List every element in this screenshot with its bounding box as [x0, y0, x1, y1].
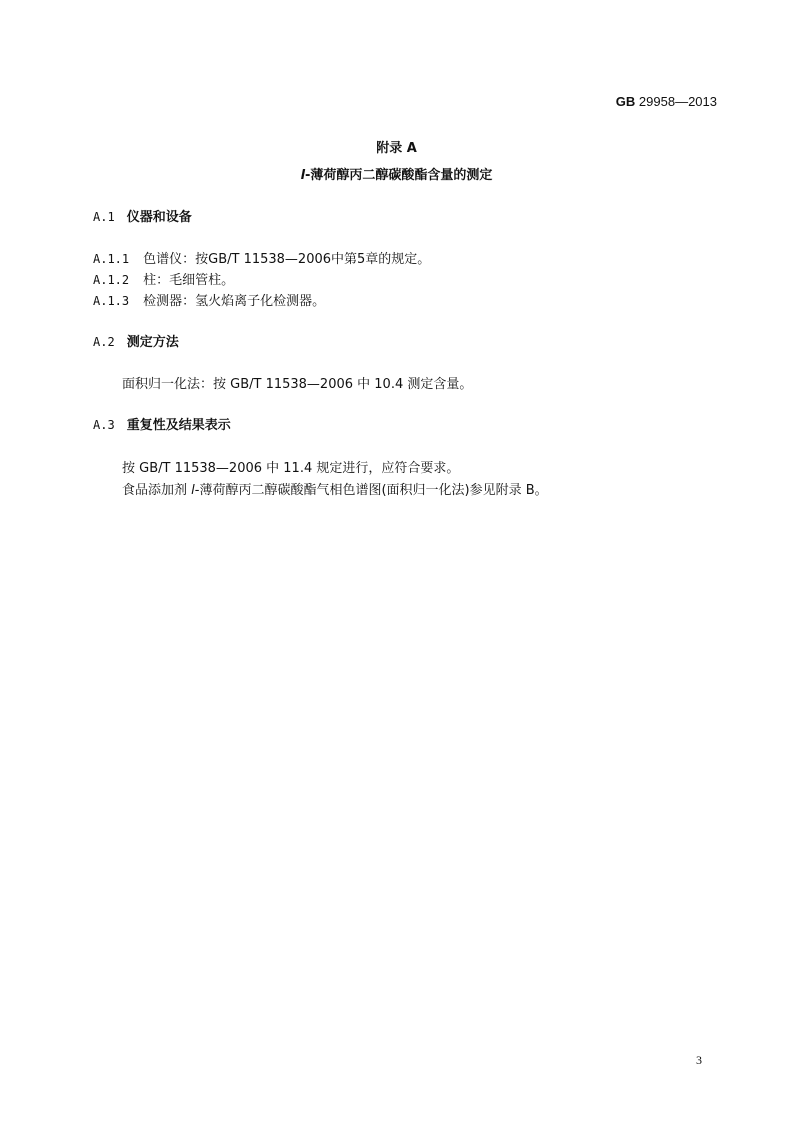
standard-code [616, 94, 717, 109]
section-heading-a1 [93, 206, 192, 225]
paragraph-text: -薄荷醇丙二醇碳酸酯气相色谱图(面积归一化法)参见附录 B。 [194, 483, 548, 498]
section-heading-a2 [93, 331, 179, 350]
appendix-title-rest: -薄荷醇丙二醇碳酸酯含量的测定 [305, 168, 493, 183]
subsection-number: A.1.2 [93, 273, 130, 287]
section-number: A.2 [93, 335, 115, 349]
paragraph-italic: l [191, 483, 195, 498]
subsection-a1-2 [93, 269, 234, 288]
standard-number: 29958—2013 [638, 94, 717, 109]
section-number: A.3 [93, 418, 115, 432]
subsection-text: 色谱仪：按GB/T 11538—2006中第5章的规定。 [143, 252, 431, 267]
paragraph-a3-1: 按 GB/T 11538—2006 中 11.4 规定进行，应符合要求。 [122, 461, 460, 476]
standard-prefix: GB [615, 94, 636, 109]
paragraph-a3-2 [122, 479, 548, 498]
appendix-label: 附录 A [376, 141, 417, 156]
section-number: A.1 [93, 210, 115, 224]
paragraph-a2: 面积归一化法：按 GB/T 11538—2006 中 10.4 测定含量。 [122, 377, 473, 392]
paragraph-text: 食品添加剂 [122, 483, 192, 498]
section-title: 仪器和设备 [126, 210, 192, 225]
subsection-a1-1 [93, 248, 430, 267]
subsection-number: A.1.3 [93, 294, 130, 308]
subsection-number: A.1.1 [93, 252, 130, 266]
subsection-text: 检测器：氢火焰离子化检测器。 [143, 294, 326, 309]
page-number: 3 [696, 1053, 702, 1067]
subsection-text: 柱：毛细管柱。 [143, 273, 235, 288]
appendix-title [0, 164, 793, 183]
section-heading-a3 [93, 414, 231, 433]
section-title: 测定方法 [126, 335, 179, 350]
section-title: 重复性及结果表示 [126, 418, 231, 433]
subsection-a1-3 [93, 290, 325, 309]
appendix-title-italic: l [300, 168, 306, 183]
